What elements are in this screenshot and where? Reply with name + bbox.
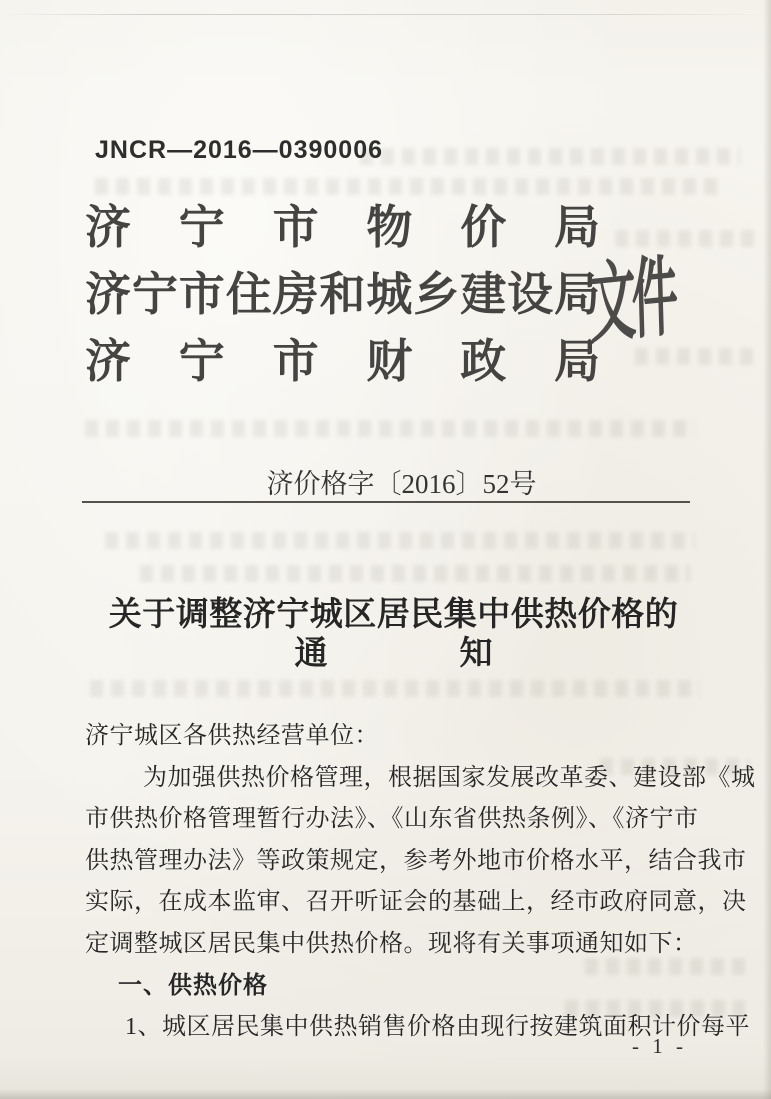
page-number: - 1 - (632, 1034, 687, 1058)
issuer-block (85, 194, 600, 395)
body-text-line: 实际，在成本监审、召开听证会的基础上，经市政府同意，决 (85, 889, 747, 915)
document-word-mark: 文件 (588, 244, 676, 356)
bleedthrough-smudge (140, 565, 690, 582)
body-text-line: 供热管理办法》等政策规定，参考外地市价格水平，结合我市 (85, 847, 747, 874)
bleedthrough-smudge (360, 148, 740, 165)
paper-edge-right (763, 0, 771, 1099)
reference-number: 济价格字〔2016〕52号 (266, 469, 537, 499)
paper-crease-top (0, 14, 771, 15)
issuer-line-1: 济宁市物价局 (85, 202, 600, 253)
document-body (85, 716, 756, 1048)
bleedthrough-smudge (90, 680, 700, 697)
issuer-line-2: 济宁市住房和城乡建设局 (85, 269, 600, 320)
document-serial-number: JNCR—2016—0390006 (95, 136, 384, 164)
bleedthrough-smudge (105, 532, 695, 549)
header-divider-rule (82, 501, 690, 503)
issuer-line-3: 济宁市财政局 (85, 336, 600, 387)
body-text-line: 为加强供热价格管理，根据国家发展改革委、建设部《城 (143, 764, 756, 791)
body-text-line: 1、城区居民集中供热销售价格由现行按建筑面积计价每平 (125, 1013, 750, 1040)
bleedthrough-smudge (85, 420, 695, 437)
paper-edge-bottom (0, 1089, 771, 1099)
notice-title-line-1: 关于调整济宁城区居民集中供热价格的 (108, 595, 679, 632)
salutation-line: 济宁城区各供热经营单位： (85, 723, 379, 749)
body-text-line: 市供热价格管理暂行办法》、《山东省供热条例》、《济宁市 (85, 806, 699, 832)
notice-title-line-2: 通 知 (294, 634, 493, 671)
bleedthrough-smudge (95, 178, 725, 195)
body-text-line: 定调整城区居民集中供热价格。现将有关事项通知如下： (85, 930, 698, 957)
notice-title (8, 595, 771, 673)
section-1-heading: 一、供热价格 (118, 972, 268, 999)
